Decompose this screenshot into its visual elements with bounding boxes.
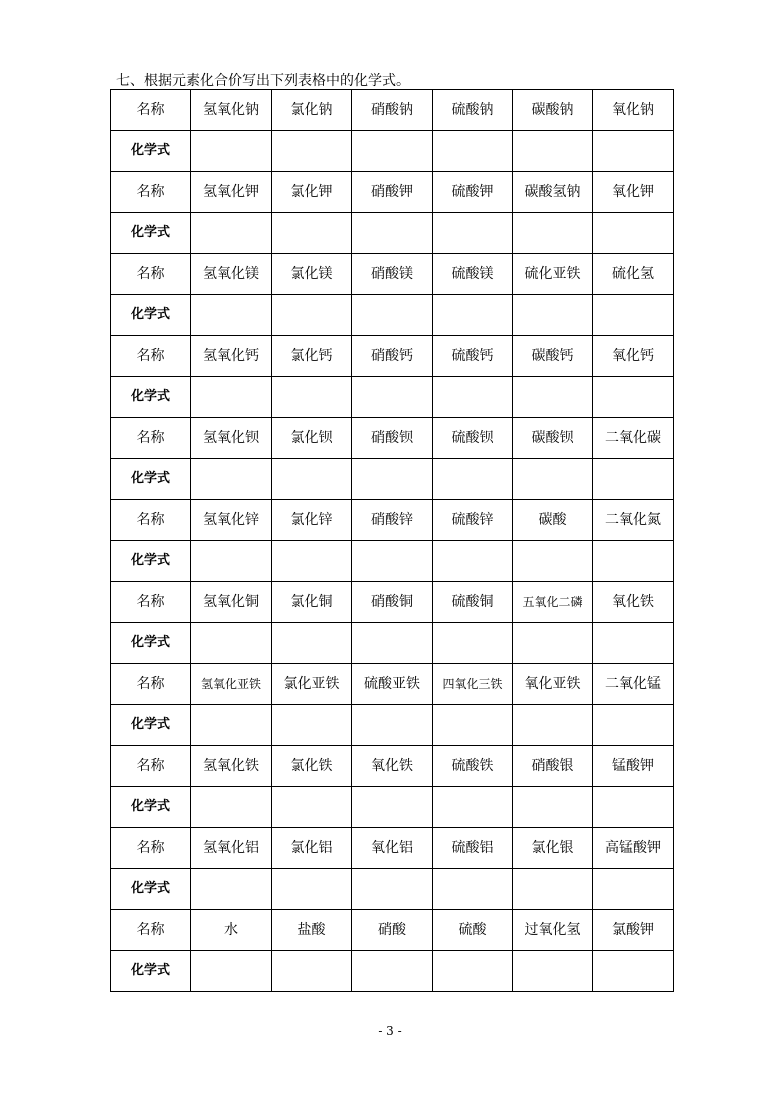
- compound-name-cell: 二氧化碳: [593, 418, 674, 459]
- compound-name-cell: 硫酸镁: [433, 254, 513, 295]
- section-heading: 七、根据元素化合价写出下列表格中的化学式。: [116, 73, 410, 89]
- name-label-cell: 名称: [111, 336, 191, 377]
- formula-answer-cell[interactable]: [593, 705, 674, 746]
- formula-answer-cell[interactable]: [593, 951, 674, 992]
- compound-name-cell: 碳酸: [513, 500, 593, 541]
- formula-answer-cell[interactable]: [272, 705, 352, 746]
- formula-row: [111, 459, 674, 500]
- name-row: [111, 336, 674, 377]
- compound-name-cell: 锰酸钾: [593, 746, 674, 787]
- name-label-cell: 名称: [111, 910, 191, 951]
- compound-name-cell: 硫酸: [433, 910, 513, 951]
- compound-name-cell: 硝酸钙: [352, 336, 433, 377]
- compound-name-cell: 氢氧化钙: [191, 336, 272, 377]
- formula-label-cell: 化学式: [111, 951, 191, 992]
- compound-name-cell: 氧化铁: [352, 746, 433, 787]
- formula-answer-cell[interactable]: [272, 951, 352, 992]
- compound-name-cell: 硝酸锌: [352, 500, 433, 541]
- formula-answer-cell[interactable]: [272, 377, 352, 418]
- name-label-cell: 名称: [111, 664, 191, 705]
- formula-answer-cell[interactable]: [191, 787, 272, 828]
- formula-answer-cell[interactable]: [513, 787, 593, 828]
- formula-row: [111, 541, 674, 582]
- formula-answer-cell[interactable]: [593, 869, 674, 910]
- formula-answer-cell[interactable]: [433, 869, 513, 910]
- compound-name-cell: 氯化铜: [272, 582, 352, 623]
- compound-name-cell: 氧化铁: [593, 582, 674, 623]
- compound-name-cell: 硫酸锌: [433, 500, 513, 541]
- compound-name-cell: 硫酸铁: [433, 746, 513, 787]
- compound-name-cell: 硫化亚铁: [513, 254, 593, 295]
- formula-answer-cell[interactable]: [272, 295, 352, 336]
- name-row: [111, 90, 674, 131]
- formula-answer-cell[interactable]: [513, 951, 593, 992]
- formula-label-cell: 化学式: [111, 377, 191, 418]
- formula-answer-cell[interactable]: [191, 459, 272, 500]
- formula-row: [111, 705, 674, 746]
- compound-name-cell: 硫酸钡: [433, 418, 513, 459]
- compound-name-cell: 硫化氢: [593, 254, 674, 295]
- formula-answer-cell[interactable]: [191, 869, 272, 910]
- compound-name-cell: 氢氧化钠: [191, 90, 272, 131]
- formula-answer-cell[interactable]: [352, 869, 433, 910]
- compound-name-cell: 硝酸银: [513, 746, 593, 787]
- compound-name-cell: 硝酸钡: [352, 418, 433, 459]
- compound-name-cell: 水: [191, 910, 272, 951]
- compound-name-cell: 氯化钾: [272, 172, 352, 213]
- compound-name-cell: 硫酸钾: [433, 172, 513, 213]
- compound-name-cell: 硫酸铝: [433, 828, 513, 869]
- formula-answer-cell[interactable]: [433, 541, 513, 582]
- formula-answer-cell[interactable]: [352, 213, 433, 254]
- formula-answer-cell[interactable]: [272, 213, 352, 254]
- compound-name-cell: 硝酸镁: [352, 254, 433, 295]
- formula-label-cell: 化学式: [111, 213, 191, 254]
- formula-answer-cell[interactable]: [433, 459, 513, 500]
- compound-name-cell: 碳酸钠: [513, 90, 593, 131]
- name-row: [111, 746, 674, 787]
- compound-name-cell: 氯化钠: [272, 90, 352, 131]
- compound-name-cell: 硫酸钙: [433, 336, 513, 377]
- compound-name-cell: 氯化铁: [272, 746, 352, 787]
- compound-name-cell: 氢氧化铜: [191, 582, 272, 623]
- formula-answer-cell[interactable]: [433, 951, 513, 992]
- compound-name-cell: 氢氧化钡: [191, 418, 272, 459]
- formula-answer-cell[interactable]: [513, 213, 593, 254]
- name-label-cell: 名称: [111, 90, 191, 131]
- formula-label-cell: 化学式: [111, 131, 191, 172]
- formula-answer-cell[interactable]: [191, 213, 272, 254]
- compound-name-cell: 硫酸钠: [433, 90, 513, 131]
- compound-name-cell: 硝酸钠: [352, 90, 433, 131]
- formula-answer-cell[interactable]: [191, 951, 272, 992]
- compound-name-cell: 氯化铝: [272, 828, 352, 869]
- compound-name-cell: 碳酸钡: [513, 418, 593, 459]
- name-label-cell: 名称: [111, 582, 191, 623]
- compound-name-cell: 氯化亚铁: [272, 664, 352, 705]
- formula-answer-cell[interactable]: [352, 459, 433, 500]
- formula-label-cell: 化学式: [111, 705, 191, 746]
- compound-name-cell: 氧化亚铁: [513, 664, 593, 705]
- formula-answer-cell[interactable]: [433, 787, 513, 828]
- formula-answer-cell[interactable]: [593, 623, 674, 664]
- formula-answer-cell[interactable]: [352, 787, 433, 828]
- formula-answer-cell[interactable]: [513, 295, 593, 336]
- formula-answer-cell[interactable]: [513, 705, 593, 746]
- name-label-cell: 名称: [111, 828, 191, 869]
- formula-answer-cell[interactable]: [433, 705, 513, 746]
- formula-answer-cell[interactable]: [513, 131, 593, 172]
- formula-answer-cell[interactable]: [272, 459, 352, 500]
- compound-name-cell: 硝酸铜: [352, 582, 433, 623]
- compound-name-cell: 氯化锌: [272, 500, 352, 541]
- formula-answer-cell[interactable]: [272, 623, 352, 664]
- compound-name-cell: 硝酸: [352, 910, 433, 951]
- compound-name-cell: 氯化镁: [272, 254, 352, 295]
- formula-answer-cell[interactable]: [593, 295, 674, 336]
- formula-answer-cell[interactable]: [593, 541, 674, 582]
- chemical-formula-table: [110, 89, 674, 992]
- compound-name-cell: 氢氧化亚铁: [191, 664, 272, 705]
- formula-row: [111, 869, 674, 910]
- formula-answer-cell[interactable]: [433, 213, 513, 254]
- formula-answer-cell[interactable]: [352, 541, 433, 582]
- formula-row: [111, 787, 674, 828]
- formula-label-cell: 化学式: [111, 869, 191, 910]
- compound-name-cell: 二氧化锰: [593, 664, 674, 705]
- compound-name-cell: 氧化钾: [593, 172, 674, 213]
- compound-name-cell: 盐酸: [272, 910, 352, 951]
- formula-answer-cell[interactable]: [191, 377, 272, 418]
- compound-name-cell: 氢氧化铝: [191, 828, 272, 869]
- compound-name-cell: 二氧化氮: [593, 500, 674, 541]
- compound-name-cell: 五氧化二磷: [513, 582, 593, 623]
- formula-answer-cell[interactable]: [513, 541, 593, 582]
- compound-name-cell: 氯酸钾: [593, 910, 674, 951]
- formula-answer-cell[interactable]: [272, 131, 352, 172]
- page-number: - 3 -: [378, 1024, 402, 1038]
- compound-name-cell: 四氧化三铁: [433, 664, 513, 705]
- formula-answer-cell[interactable]: [352, 951, 433, 992]
- formula-answer-cell[interactable]: [433, 623, 513, 664]
- compound-name-cell: 高锰酸钾: [593, 828, 674, 869]
- formula-answer-cell[interactable]: [433, 295, 513, 336]
- compound-name-cell: 氧化钠: [593, 90, 674, 131]
- formula-row: [111, 951, 674, 992]
- compound-name-cell: 氯化钙: [272, 336, 352, 377]
- formula-answer-cell[interactable]: [593, 213, 674, 254]
- compound-name-cell: 氢氧化钾: [191, 172, 272, 213]
- formula-row: [111, 131, 674, 172]
- formula-label-cell: 化学式: [111, 295, 191, 336]
- name-label-cell: 名称: [111, 172, 191, 213]
- compound-name-cell: 氢氧化铁: [191, 746, 272, 787]
- name-row: [111, 500, 674, 541]
- formula-row: [111, 623, 674, 664]
- formula-row: [111, 377, 674, 418]
- formula-answer-cell[interactable]: [593, 787, 674, 828]
- compound-name-cell: 过氧化氢: [513, 910, 593, 951]
- name-row: [111, 910, 674, 951]
- formula-label-cell: 化学式: [111, 623, 191, 664]
- formula-answer-cell[interactable]: [433, 131, 513, 172]
- compound-name-cell: 氧化钙: [593, 336, 674, 377]
- formula-answer-cell[interactable]: [191, 131, 272, 172]
- formula-answer-cell[interactable]: [593, 459, 674, 500]
- formula-answer-cell[interactable]: [433, 377, 513, 418]
- formula-answer-cell[interactable]: [513, 869, 593, 910]
- formula-answer-cell[interactable]: [593, 131, 674, 172]
- formula-label-cell: 化学式: [111, 787, 191, 828]
- name-row: [111, 664, 674, 705]
- formula-answer-cell[interactable]: [272, 787, 352, 828]
- formula-answer-cell[interactable]: [513, 459, 593, 500]
- formula-answer-cell[interactable]: [352, 705, 433, 746]
- compound-name-cell: 碳酸钙: [513, 336, 593, 377]
- name-row: [111, 828, 674, 869]
- formula-answer-cell[interactable]: [352, 377, 433, 418]
- name-row: [111, 582, 674, 623]
- formula-answer-cell[interactable]: [191, 623, 272, 664]
- name-row: [111, 254, 674, 295]
- name-label-cell: 名称: [111, 746, 191, 787]
- name-row: [111, 418, 674, 459]
- name-label-cell: 名称: [111, 500, 191, 541]
- compound-name-cell: 氢氧化锌: [191, 500, 272, 541]
- table-body: [111, 90, 674, 992]
- compound-name-cell: 碳酸氢钠: [513, 172, 593, 213]
- formula-answer-cell[interactable]: [352, 295, 433, 336]
- formula-answer-cell[interactable]: [513, 377, 593, 418]
- formula-answer-cell[interactable]: [191, 705, 272, 746]
- formula-answer-cell[interactable]: [191, 295, 272, 336]
- formula-answer-cell[interactable]: [593, 377, 674, 418]
- formula-answer-cell[interactable]: [191, 541, 272, 582]
- compound-name-cell: 氧化铝: [352, 828, 433, 869]
- name-label-cell: 名称: [111, 254, 191, 295]
- formula-answer-cell[interactable]: [352, 623, 433, 664]
- compound-name-cell: 硝酸钾: [352, 172, 433, 213]
- formula-row: [111, 213, 674, 254]
- compound-name-cell: 氯化钡: [272, 418, 352, 459]
- compound-name-cell: 氯化银: [513, 828, 593, 869]
- name-row: [111, 172, 674, 213]
- formula-answer-cell[interactable]: [272, 869, 352, 910]
- formula-label-cell: 化学式: [111, 459, 191, 500]
- formula-label-cell: 化学式: [111, 541, 191, 582]
- compound-name-cell: 硫酸铜: [433, 582, 513, 623]
- formula-answer-cell[interactable]: [352, 131, 433, 172]
- name-label-cell: 名称: [111, 418, 191, 459]
- compound-name-cell: 硫酸亚铁: [352, 664, 433, 705]
- formula-answer-cell[interactable]: [513, 623, 593, 664]
- formula-answer-cell[interactable]: [272, 541, 352, 582]
- compound-name-cell: 氢氧化镁: [191, 254, 272, 295]
- formula-row: [111, 295, 674, 336]
